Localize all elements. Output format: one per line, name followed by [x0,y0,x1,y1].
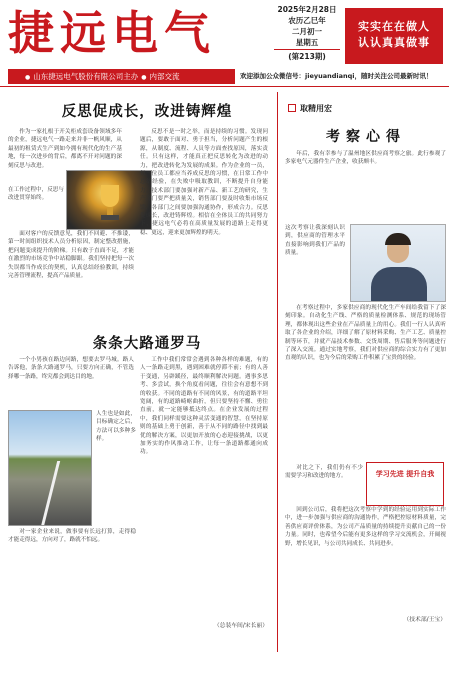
article-3-paragraph-3: 在考察过程中，多家供应商的现代化生产车间给我留下了深刻印象。自动化生产线、严格的质量检测体系、规范的现场管理，都体现出这些企业在产品质量上的用心。我们一行人认真听取了各企业的介绍，详细了解了原材料采购、生产工艺、质量控制等环节，并就产品技术参数、交货周期、售后服务等问题进行了深入交流。通过实地考察，我们对供应商的综合实力有了更加直观的认识，也为今后的采购工作积累了宝贵的经验。 [285,305,446,362]
article-2-paragraph-4: 对一家企业来说，做事要有长远打算，走得稳才能走得远，方向对了，路就不怕远。 [8,529,136,544]
trophy-cup-icon [101,185,119,207]
article-1-title: 反思促成长，改进铸辉煌 [61,104,233,120]
road-photo [8,410,92,526]
column-divider [277,92,278,652]
article-3-paragraph-1: 年后，我有幸参与了温州地区供应商考察之旅。此行参观了多家电气元器件生产企业，收获颇丰。 [285,151,446,166]
article-1-paragraph-4: 反思不是一时之举，而是持续的习惯。发现问题后，要敢于面对、勇于担当，分析问题产生的根源，从制度、流程、人员等方面查找原因，落实责任。只有这样，才能真正把反思转化为改进的动力，把改进转化为发展的成果。作为企业的一员，每一位员工都应当养成反思的习惯，在日常工作中总结经验，在失败中吸取教训，不断提升自身能力。技术部门要加强对新产品、新工艺的研究，生产部门要严把质量关，销售部门要及时收集市场反馈，各部门之间要加强沟通协作，形成合力。反思促成长，改进铸辉煌。相信在全体员工的共同努力下，捷远电气必将在高质量发展的道路上走得更稳、更远，迎来更加辉煌的明天。 [140,129,268,236]
issue-lunar-year: 农历乙巳年 [288,16,326,25]
article-1-paragraph-3: 面对客户的反馈意见，我们不回避、不推诿，第一时间组织技术人员分析原因，制定整改措施，把问题变成提升的阶梯。只有敢于直面不足，才能在激烈的市场竞争中站稳脚跟。我们坚持把每一次失误都当作成长的契机，认真总结经验教训，持续完善管理流程，提高产品质量。 [8,231,134,280]
article-3-byline: （技术部/王宝） [403,617,446,623]
bullet-icon: ● [141,74,147,81]
slogan-line-1: 实实在在做人 [358,20,430,33]
inset-callout: 学习先进 提升自我 [366,462,444,506]
publisher-bar [8,69,235,84]
article-2-paragraph-1: 一个小男孩在路边问路，想要去罗马城。路人告诉他，条条大路通罗马，只要方向正确，不管选择哪一条路，终究都会到达目的地。 [8,357,134,380]
article-3-paragraph-5: 回到公司后，我将把这次考察中学到的经验运用到实际工作中，进一步加强与供应商的沟通协作，严格把控原材料质量，完善供应商评价体系，为公司产品质量的持续提升贡献自己的一份力量。同时，也希望今后能有更多这样的学习交流机会，开阔视野，增长见识，与公司共同成长、共同进步。 [285,507,446,547]
article-2-paragraph-3: 工作中我们常常会遇到各种各样的难题，有的人一条路走到黑，遇到困难就停滞不前；有的人善于变通，另辟蹊径，最终顺利解决问题。遇事多思考、多尝试，换个角度看问题，往往会有意想不到的收获。不同的道路有不同的风景，有的道路平坦宽阔，有的道路崎岖曲折，但只要坚持不懈、勇往直前，就一定能够抵达终点。在企业发展的过程中，我们同样需要这种灵活变通的智慧，在坚持原则的基础上勇于创新，善于从不同的路径中找到最优的解决方案，以更加开放的心态迎接挑战，以更加务实的作风推动工作，让每一条道路都通向成功。 [140,357,268,456]
article-2-byline: （总装车间/宋长丽） [213,623,268,629]
publisher-name: 山东捷远电气股份有限公司主办 [33,72,139,81]
issue-info [274,4,340,62]
square-icon [288,104,296,112]
article-1-paragraph-2: 在工作过程中，反思与改进贯穿始终。 [8,187,64,202]
article-1-paragraph-1: 作为一家扎根于开关柜成套设备领域多年的企业，捷远电气一路走来并非一帆风顺，从最初的租赁式生产到如今拥有现代化的生产基地，每一次进步的背后，都离不开对问题的深刻反思与改进。 [8,129,122,169]
issue-lunar-day: 二月初一 [292,27,322,36]
doc-type: 内部交流 [149,72,180,81]
wechat-notice: 欢迎添加公众微信号：jieyuandianqi，随时关注公司最新时讯！ [240,72,433,80]
issue-date: 2025年2月28日 [277,5,337,14]
article-2-title: 条条大路通罗马 [92,336,202,352]
article-3-paragraph-2: 这次考察让我深刻认识到，供应商的管理水平直接影响到我们产品的质量。 [285,225,345,257]
section-tag-label: 取精用宏 [300,104,332,113]
slogan-line-2: 认认真真做事 [358,36,430,49]
newspaper-title: 捷远电气 [8,6,216,60]
header-divider [0,86,449,87]
article-2-paragraph-2: 人生也是如此，目标确定之后，方法可以多种多样。 [96,411,136,443]
article-3-title: 考察心得 [326,129,406,145]
slogan-box [345,8,443,64]
author-portrait [350,224,446,302]
article-3-paragraph-4: 对比之下，我们仍有不少需要学习和改进的地方。 [285,465,363,480]
section-tag [288,102,346,116]
bullet-icon: ● [25,74,31,81]
issue-number: (第213期) [274,49,340,62]
issue-weekday: 星期五 [295,38,319,47]
